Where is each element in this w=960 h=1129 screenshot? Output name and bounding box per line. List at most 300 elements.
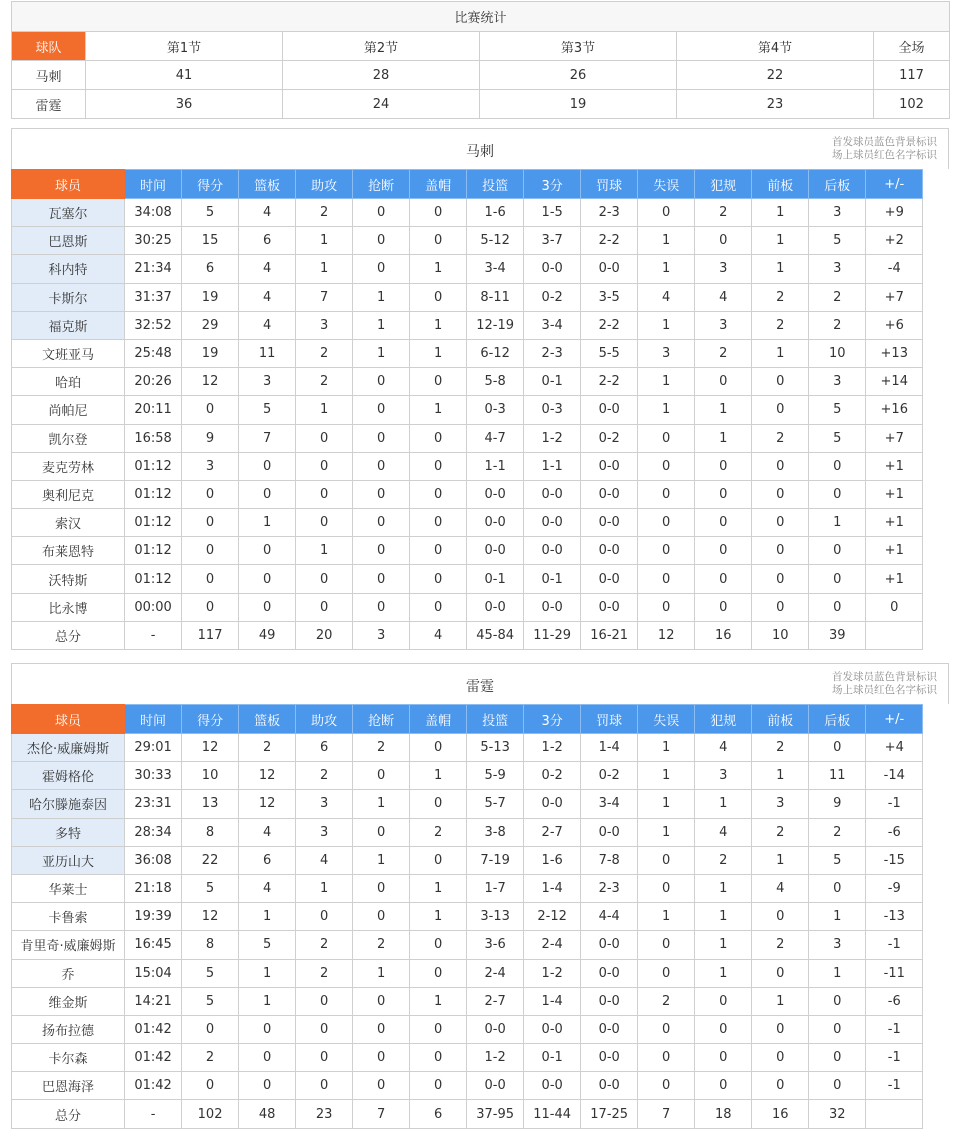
- total-fouls: 16: [695, 621, 752, 649]
- stat-time: 01:12: [125, 480, 182, 508]
- stat-points: 5: [182, 199, 239, 227]
- total-steals: 3: [353, 621, 410, 649]
- stat-rebounds: 1: [239, 959, 296, 987]
- total-row: [12, 621, 950, 649]
- stat-def-reb: 3: [809, 255, 866, 283]
- stat-points: 2: [182, 1044, 239, 1072]
- stat-blocks: 0: [410, 199, 467, 227]
- player-name: 瓦塞尔: [12, 199, 125, 227]
- stat-ft: 0-2: [581, 762, 638, 790]
- stat-fouls: 4: [695, 734, 752, 762]
- stat-def-reb: 9: [809, 790, 866, 818]
- stat-fouls: 0: [695, 1072, 752, 1100]
- stat-rebounds: 1: [239, 987, 296, 1015]
- stat-blocks: 1: [410, 987, 467, 1015]
- column-header-fg: 投篮: [467, 170, 524, 199]
- stat-steals: 1: [353, 846, 410, 874]
- stat-three-pt: 0-3: [524, 396, 581, 424]
- stat-time: 00:00: [125, 593, 182, 621]
- stat-ft: 0-0: [581, 480, 638, 508]
- total-def-reb: 32: [809, 1100, 866, 1128]
- stat-blocks: 0: [410, 424, 467, 452]
- stat-rebounds: 2: [239, 734, 296, 762]
- stat-rebounds: 6: [239, 846, 296, 874]
- stat-turnovers: 0: [638, 1072, 695, 1100]
- stat-assists: 1: [296, 396, 353, 424]
- stat-def-reb: 0: [809, 1015, 866, 1043]
- stat-rebounds: 7: [239, 424, 296, 452]
- stat-points: 8: [182, 818, 239, 846]
- stat-def-reb: 0: [809, 537, 866, 565]
- stat-time: 30:25: [125, 227, 182, 255]
- stat-def-reb: 3: [809, 368, 866, 396]
- stat-turnovers: 0: [638, 1015, 695, 1043]
- stat-rebounds: 0: [239, 1072, 296, 1100]
- column-header-turnovers: 失误: [638, 705, 695, 734]
- stat-ft: 0-0: [581, 987, 638, 1015]
- stat-fg: 1-1: [467, 452, 524, 480]
- stat-off-reb: 0: [752, 368, 809, 396]
- stat-steals: 1: [353, 311, 410, 339]
- stat-ft: 2-3: [581, 199, 638, 227]
- column-header-fg: 投篮: [467, 705, 524, 734]
- stat-fg: 6-12: [467, 339, 524, 367]
- stat-turnovers: 0: [638, 480, 695, 508]
- player-row: [12, 734, 950, 762]
- stat-blocks: 1: [410, 311, 467, 339]
- stat-ft: 0-0: [581, 255, 638, 283]
- stat-turnovers: 0: [638, 537, 695, 565]
- stat-def-reb: 2: [809, 311, 866, 339]
- stat-fouls: 4: [695, 283, 752, 311]
- stat-plus-minus: +2: [866, 227, 923, 255]
- total-row: [12, 1100, 950, 1128]
- stat-def-reb: 3: [809, 199, 866, 227]
- stat-three-pt: 0-0: [524, 1015, 581, 1043]
- stat-fg: 3-6: [467, 931, 524, 959]
- stat-ft: 0-0: [581, 396, 638, 424]
- stat-def-reb: 5: [809, 396, 866, 424]
- total-blocks: 6: [410, 1100, 467, 1128]
- stat-turnovers: 1: [638, 903, 695, 931]
- stat-fouls: 3: [695, 762, 752, 790]
- column-header-blocks: 盖帽: [410, 170, 467, 199]
- stat-def-reb: 0: [809, 593, 866, 621]
- player-name: 霍姆格伦: [12, 762, 125, 790]
- stat-off-reb: 0: [752, 480, 809, 508]
- row-spacer: [923, 565, 949, 593]
- stat-rebounds: 0: [239, 452, 296, 480]
- stat-three-pt: 0-0: [524, 509, 581, 537]
- stat-plus-minus: +4: [866, 734, 923, 762]
- stat-time: 19:39: [125, 903, 182, 931]
- stat-def-reb: 5: [809, 846, 866, 874]
- player-row: [12, 509, 950, 537]
- stat-fouls: 3: [695, 255, 752, 283]
- stat-assists: 0: [296, 987, 353, 1015]
- column-header-def-reb: 后板: [809, 170, 866, 199]
- stat-three-pt: 0-1: [524, 565, 581, 593]
- team-title: 雷霆: [466, 679, 494, 695]
- stat-time: 30:33: [125, 762, 182, 790]
- player-name: 肯里奇·威廉姆斯: [12, 931, 125, 959]
- row-spacer: [923, 537, 949, 565]
- total-off-reb: 16: [752, 1100, 809, 1128]
- row-spacer: [923, 874, 949, 902]
- stat-three-pt: 0-1: [524, 368, 581, 396]
- summary-score: 24: [283, 90, 480, 119]
- stat-turnovers: 1: [638, 734, 695, 762]
- total-assists: 23: [296, 1100, 353, 1128]
- row-spacer: [923, 959, 949, 987]
- stat-fouls: 1: [695, 874, 752, 902]
- stat-turnovers: 0: [638, 565, 695, 593]
- summary-score: 102: [874, 90, 950, 119]
- row-spacer: [923, 283, 949, 311]
- stat-turnovers: 1: [638, 368, 695, 396]
- stat-rebounds: 6: [239, 227, 296, 255]
- stat-off-reb: 2: [752, 424, 809, 452]
- total-blocks: 4: [410, 621, 467, 649]
- stat-assists: 6: [296, 734, 353, 762]
- column-header-ft: 罚球: [581, 170, 638, 199]
- stat-def-reb: 0: [809, 874, 866, 902]
- player-name: 科内特: [12, 255, 125, 283]
- stat-steals: 0: [353, 565, 410, 593]
- column-header-plus-minus: +/-: [866, 705, 923, 734]
- stat-off-reb: 0: [752, 593, 809, 621]
- summary-row: [12, 61, 950, 90]
- player-row: [12, 255, 950, 283]
- stat-turnovers: 0: [638, 931, 695, 959]
- stat-plus-minus: -1: [866, 790, 923, 818]
- stat-turnovers: 0: [638, 846, 695, 874]
- stat-fouls: 1: [695, 790, 752, 818]
- total-off-reb: 10: [752, 621, 809, 649]
- stat-steals: 0: [353, 987, 410, 1015]
- stat-def-reb: 10: [809, 339, 866, 367]
- stat-blocks: 2: [410, 818, 467, 846]
- row-spacer: [923, 1100, 949, 1128]
- stat-blocks: 0: [410, 452, 467, 480]
- stat-points: 0: [182, 1015, 239, 1043]
- stat-ft: 5-5: [581, 339, 638, 367]
- stat-blocks: 0: [410, 790, 467, 818]
- stat-three-pt: 2-12: [524, 903, 581, 931]
- row-spacer: [923, 480, 949, 508]
- stat-time: 34:08: [125, 199, 182, 227]
- stat-fouls: 0: [695, 1015, 752, 1043]
- stat-time: 15:04: [125, 959, 182, 987]
- stat-fg: 0-1: [467, 565, 524, 593]
- player-name: 沃特斯: [12, 565, 125, 593]
- stat-ft: 4-4: [581, 903, 638, 931]
- stat-plus-minus: -13: [866, 903, 923, 931]
- stat-off-reb: 0: [752, 1044, 809, 1072]
- stat-points: 5: [182, 987, 239, 1015]
- stat-off-reb: 0: [752, 903, 809, 931]
- column-header-plus-minus: +/-: [866, 170, 923, 199]
- stat-turnovers: 0: [638, 959, 695, 987]
- stat-off-reb: 1: [752, 227, 809, 255]
- stat-rebounds: 0: [239, 480, 296, 508]
- stat-fouls: 1: [695, 959, 752, 987]
- stat-off-reb: 1: [752, 846, 809, 874]
- total-points: 102: [182, 1100, 239, 1128]
- stat-off-reb: 2: [752, 818, 809, 846]
- stat-steals: 2: [353, 931, 410, 959]
- total-ft: 17-25: [581, 1100, 638, 1128]
- total-plus-minus: [866, 1100, 923, 1128]
- stat-three-pt: 0-0: [524, 480, 581, 508]
- stat-three-pt: 3-4: [524, 311, 581, 339]
- stat-assists: 0: [296, 593, 353, 621]
- stat-plus-minus: -1: [866, 1072, 923, 1100]
- total-three-pt: 11-44: [524, 1100, 581, 1128]
- stat-def-reb: 11: [809, 762, 866, 790]
- player-row: [12, 762, 950, 790]
- stat-rebounds: 12: [239, 790, 296, 818]
- player-row: [12, 790, 950, 818]
- player-row: [12, 368, 950, 396]
- stat-off-reb: 0: [752, 1015, 809, 1043]
- row-spacer: [923, 987, 949, 1015]
- player-name: 多特: [12, 818, 125, 846]
- stat-off-reb: 0: [752, 1072, 809, 1100]
- stat-rebounds: 3: [239, 368, 296, 396]
- stat-steals: 0: [353, 255, 410, 283]
- column-header-fouls: 犯规: [695, 170, 752, 199]
- row-spacer: [923, 339, 949, 367]
- total-def-reb: 39: [809, 621, 866, 649]
- stat-three-pt: 2-4: [524, 931, 581, 959]
- player-name: 比永博: [12, 593, 125, 621]
- stat-rebounds: 4: [239, 874, 296, 902]
- stat-points: 3: [182, 452, 239, 480]
- column-header-steals: 抢断: [353, 705, 410, 734]
- stat-fg: 0-0: [467, 537, 524, 565]
- player-row: [12, 593, 950, 621]
- row-spacer: [923, 368, 949, 396]
- stat-rebounds: 0: [239, 565, 296, 593]
- stat-assists: 0: [296, 1044, 353, 1072]
- legend: [832, 671, 937, 697]
- stat-def-reb: 0: [809, 1072, 866, 1100]
- row-spacer: [923, 1044, 949, 1072]
- player-row: [12, 396, 950, 424]
- stat-rebounds: 5: [239, 396, 296, 424]
- stat-steals: 0: [353, 762, 410, 790]
- legend-oncourt-note: 场上球员红色名字标识: [832, 684, 937, 696]
- total-fg: 45-84: [467, 621, 524, 649]
- stat-fg: 5-12: [467, 227, 524, 255]
- stat-assists: 0: [296, 565, 353, 593]
- stat-steals: 0: [353, 1044, 410, 1072]
- column-header-assists: 助攻: [296, 705, 353, 734]
- summary-team-name: 马刺: [12, 61, 86, 90]
- stat-fouls: 0: [695, 593, 752, 621]
- stat-rebounds: 1: [239, 903, 296, 931]
- stat-points: 8: [182, 931, 239, 959]
- stat-time: 21:34: [125, 255, 182, 283]
- stat-rebounds: 11: [239, 339, 296, 367]
- stat-turnovers: 1: [638, 255, 695, 283]
- stat-rebounds: 4: [239, 255, 296, 283]
- column-header-player: 球员: [12, 705, 125, 734]
- stat-plus-minus: -14: [866, 762, 923, 790]
- player-stats-table: [11, 169, 949, 650]
- stat-steals: 0: [353, 452, 410, 480]
- stat-rebounds: 4: [239, 818, 296, 846]
- stat-plus-minus: -15: [866, 846, 923, 874]
- stat-time: 16:58: [125, 424, 182, 452]
- column-header-three-pt: 3分: [524, 170, 581, 199]
- column-header-blocks: 盖帽: [410, 705, 467, 734]
- stat-fg: 5-9: [467, 762, 524, 790]
- stat-off-reb: 2: [752, 311, 809, 339]
- stat-steals: 1: [353, 283, 410, 311]
- stat-points: 12: [182, 368, 239, 396]
- stat-assists: 1: [296, 874, 353, 902]
- stat-turnovers: 0: [638, 452, 695, 480]
- stat-turnovers: 0: [638, 874, 695, 902]
- stat-assists: 0: [296, 452, 353, 480]
- stat-def-reb: 0: [809, 452, 866, 480]
- column-header-fouls: 犯规: [695, 705, 752, 734]
- stat-time: 20:26: [125, 368, 182, 396]
- stat-ft: 0-0: [581, 509, 638, 537]
- stat-off-reb: 0: [752, 959, 809, 987]
- stat-off-reb: 1: [752, 339, 809, 367]
- stat-steals: 0: [353, 874, 410, 902]
- stat-off-reb: 0: [752, 396, 809, 424]
- stat-blocks: 0: [410, 1044, 467, 1072]
- total-plus-minus: [866, 621, 923, 649]
- column-header-assists: 助攻: [296, 170, 353, 199]
- summary-score: 41: [86, 61, 283, 90]
- team-title: 马刺: [466, 144, 494, 160]
- stat-plus-minus: +1: [866, 509, 923, 537]
- stat-fg: 2-4: [467, 959, 524, 987]
- team-header: [11, 663, 949, 704]
- stat-rebounds: 4: [239, 311, 296, 339]
- stat-steals: 1: [353, 339, 410, 367]
- stat-ft: 0-0: [581, 818, 638, 846]
- stat-plus-minus: -9: [866, 874, 923, 902]
- stat-plus-minus: -6: [866, 818, 923, 846]
- total-three-pt: 11-29: [524, 621, 581, 649]
- column-header-points: 得分: [182, 170, 239, 199]
- stat-blocks: 0: [410, 227, 467, 255]
- stat-assists: 3: [296, 790, 353, 818]
- total-time: -: [125, 621, 182, 649]
- stat-steals: 0: [353, 1072, 410, 1100]
- stat-assists: 0: [296, 424, 353, 452]
- stat-three-pt: 2-3: [524, 339, 581, 367]
- stat-fg: 2-7: [467, 987, 524, 1015]
- player-row: [12, 452, 950, 480]
- stat-fouls: 1: [695, 424, 752, 452]
- row-spacer: [923, 903, 949, 931]
- player-name: 维金斯: [12, 987, 125, 1015]
- stat-rebounds: 4: [239, 283, 296, 311]
- stat-turnovers: 1: [638, 311, 695, 339]
- player-name: 扬布拉德: [12, 1015, 125, 1043]
- stat-turnovers: 0: [638, 1044, 695, 1072]
- player-name: 卡鲁索: [12, 903, 125, 931]
- stat-fouls: 1: [695, 931, 752, 959]
- player-row: [12, 846, 950, 874]
- player-stats-table: [11, 704, 949, 1129]
- stat-assists: 3: [296, 311, 353, 339]
- stat-off-reb: 1: [752, 255, 809, 283]
- stat-three-pt: 1-2: [524, 424, 581, 452]
- stat-assists: 2: [296, 762, 353, 790]
- stat-assists: 0: [296, 903, 353, 931]
- player-name: 福克斯: [12, 311, 125, 339]
- summary-score: 23: [677, 90, 874, 119]
- stat-off-reb: 1: [752, 987, 809, 1015]
- stat-time: 01:42: [125, 1015, 182, 1043]
- stat-def-reb: 0: [809, 565, 866, 593]
- stat-blocks: 0: [410, 1072, 467, 1100]
- stat-fouls: 4: [695, 818, 752, 846]
- stat-turnovers: 0: [638, 509, 695, 537]
- stat-off-reb: 3: [752, 790, 809, 818]
- stat-time: 01:42: [125, 1044, 182, 1072]
- column-header-points: 得分: [182, 705, 239, 734]
- stat-steals: 0: [353, 368, 410, 396]
- stat-ft: 0-2: [581, 424, 638, 452]
- summary-quarter-header: 第3节: [480, 32, 677, 61]
- row-spacer: [923, 227, 949, 255]
- stat-blocks: 0: [410, 565, 467, 593]
- stat-blocks: 1: [410, 874, 467, 902]
- player-row: [12, 311, 950, 339]
- stat-ft: 2-2: [581, 368, 638, 396]
- stat-ft: 2-2: [581, 227, 638, 255]
- stat-ft: 0-0: [581, 593, 638, 621]
- stat-points: 19: [182, 283, 239, 311]
- stat-plus-minus: -6: [866, 987, 923, 1015]
- stat-steals: 0: [353, 480, 410, 508]
- stat-steals: 1: [353, 790, 410, 818]
- stat-ft: 7-8: [581, 846, 638, 874]
- stat-turnovers: 1: [638, 762, 695, 790]
- stat-off-reb: 2: [752, 734, 809, 762]
- row-spacer: [923, 593, 949, 621]
- stat-fg: 1-7: [467, 874, 524, 902]
- summary-quarter-header: 第2节: [283, 32, 480, 61]
- row-spacer: [923, 931, 949, 959]
- stat-points: 29: [182, 311, 239, 339]
- stat-time: 25:48: [125, 339, 182, 367]
- row-spacer: [923, 621, 949, 649]
- stat-def-reb: 1: [809, 959, 866, 987]
- summary-quarter-header: 第4节: [677, 32, 874, 61]
- stat-turnovers: 0: [638, 424, 695, 452]
- stat-off-reb: 0: [752, 537, 809, 565]
- stat-blocks: 0: [410, 734, 467, 762]
- stat-three-pt: 0-0: [524, 537, 581, 565]
- stat-off-reb: 1: [752, 762, 809, 790]
- stat-off-reb: 0: [752, 565, 809, 593]
- stat-ft: 0-0: [581, 1072, 638, 1100]
- stat-turnovers: 0: [638, 593, 695, 621]
- stat-points: 0: [182, 537, 239, 565]
- player-name: 布莱恩特: [12, 537, 125, 565]
- stat-three-pt: 1-4: [524, 987, 581, 1015]
